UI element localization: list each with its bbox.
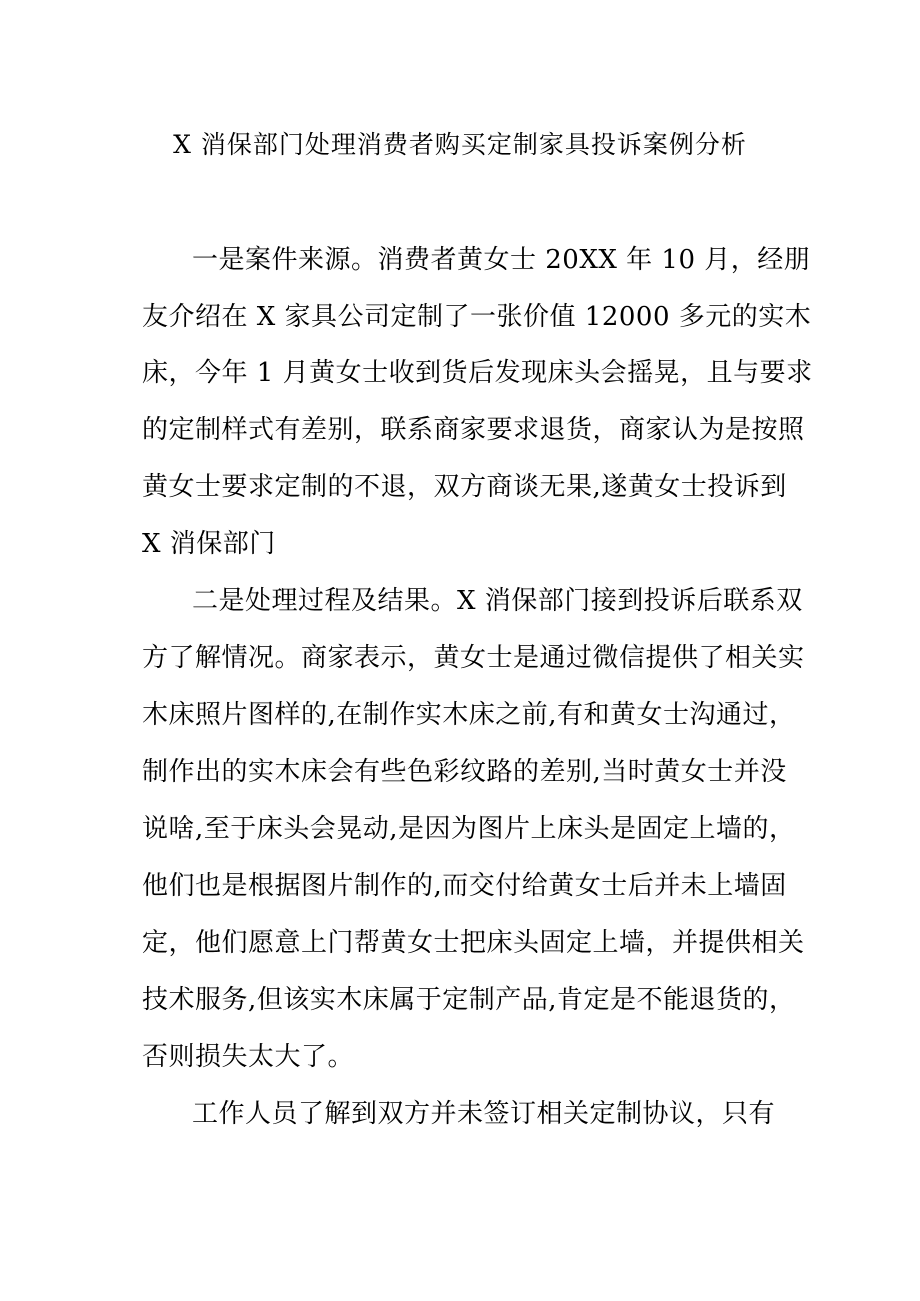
paragraph-1-line-4: 的定制样式有差别，联系商家要求退货，商家认为是按照 [142,415,805,445]
paragraph-2-line-7: 定，他们愿意上门帮黄女士把床头固定上墙，并提供相关 [142,928,805,958]
paragraph-2-line-5: 说啥,至于床头会晃动,是因为图片上床头是固定上墙的， [142,814,796,844]
paragraph-2-line-1: 二是处理过程及结果。X 消保部门接到投诉后联系双 [192,586,803,616]
paragraph-1-line-6: X 消保部门 [142,529,276,559]
paragraph-2-line-4: 制作出的实木床会有些色彩纹路的差别,当时黄女士并没 [142,757,787,787]
paragraph-3-line-1: 工作人员了解到双方并未签订相关定制协议，只有 [192,1099,776,1129]
paragraph-2-line-6: 他们也是根据图片制作的,而交付给黄女士后并未上墙固 [142,871,787,901]
document-title: X 消保部门处理消费者购买定制家具投诉案例分析 [173,130,747,159]
paragraph-1-line-1: 一是案件来源。消费者黄女士 20XX 年 10 月，经朋 [192,245,811,275]
paragraph-2-line-9: 否则损失太大了。 [142,1042,355,1072]
paragraph-2-line-3: 木床照片图样的,在制作实木床之前,有和黄女士沟通过， [142,700,796,730]
paragraph-1-line-2: 友介绍在 X 家具公司定制了一张价值 12000 多元的实木 [142,302,812,332]
paragraph-1-line-3: 床，今年 1 月黄女士收到货后发现床头会摇晃，且与要求 [142,358,813,388]
paragraph-2-line-2: 方了解情况。商家表示，黄女士是通过微信提供了相关实 [142,643,805,673]
paragraph-2-line-8: 技术服务,但该实木床属于定制产品,肯定是不能退货的， [142,985,796,1015]
paragraph-1-line-5: 黄女士要求定制的不退，双方商谈无果,遂黄女士投诉到 [142,472,787,502]
